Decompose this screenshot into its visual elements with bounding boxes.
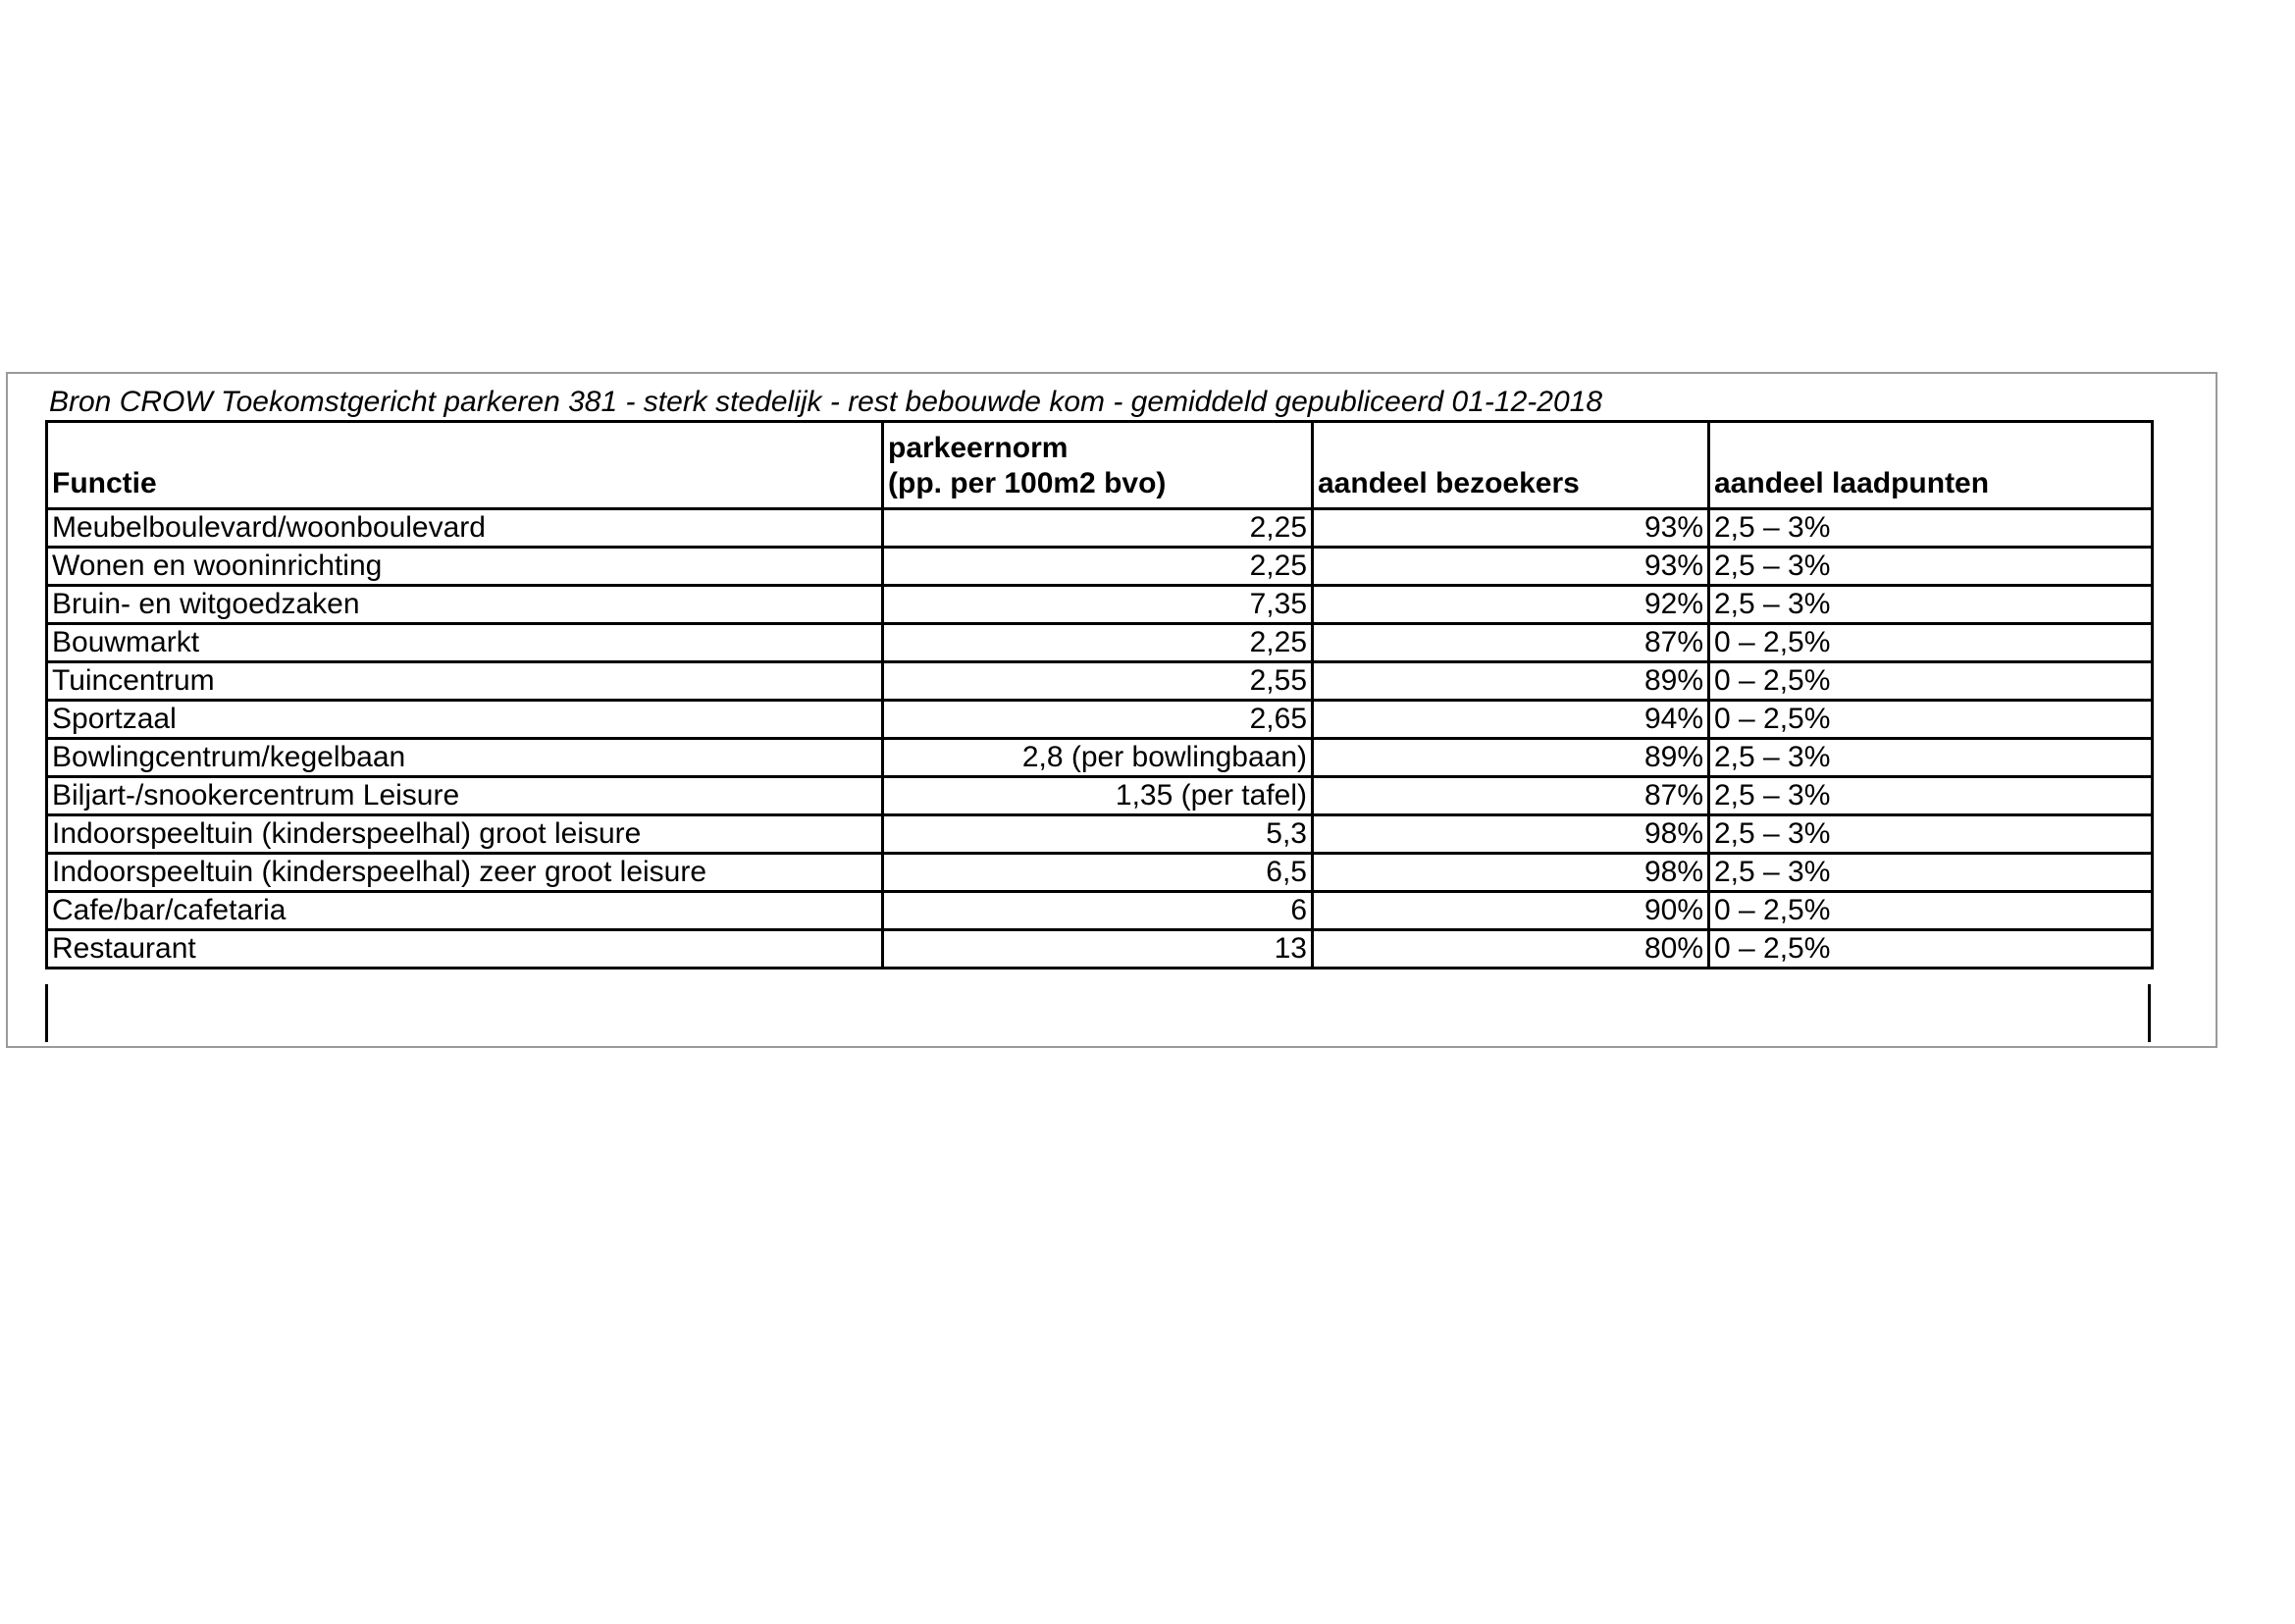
header-parkeernorm-line1: parkeernorm <box>888 432 1069 464</box>
cell-aandeel-laadpunten: 2,5 – 3% <box>1709 815 2153 854</box>
cell-functie: Bowlingcentrum/kegelbaan <box>47 739 883 777</box>
table-row <box>47 777 2153 815</box>
table-row <box>47 548 2153 586</box>
cell-parkeernorm: 13 <box>883 930 1313 969</box>
cell-aandeel-bezoekers: 93% <box>1313 548 1709 586</box>
cell-parkeernorm: 2,25 <box>883 624 1313 662</box>
table-row <box>47 624 2153 662</box>
table-row <box>47 739 2153 777</box>
cell-aandeel-bezoekers: 87% <box>1313 624 1709 662</box>
cell-functie: Biljart-/snookercentrum Leisure <box>47 777 883 815</box>
cell-aandeel-laadpunten: 0 – 2,5% <box>1709 892 2153 930</box>
cell-aandeel-bezoekers: 98% <box>1313 815 1709 854</box>
table-row <box>47 701 2153 739</box>
cell-aandeel-bezoekers: 98% <box>1313 854 1709 892</box>
cell-aandeel-bezoekers: 93% <box>1313 509 1709 548</box>
cell-aandeel-laadpunten: 2,5 – 3% <box>1709 777 2153 815</box>
table-header-row <box>47 422 2153 509</box>
header-aandeel-bezoekers: aandeel bezoekers <box>1313 422 1709 509</box>
cell-parkeernorm: 2,25 <box>883 509 1313 548</box>
cell-aandeel-bezoekers: 90% <box>1313 892 1709 930</box>
header-parkeernorm-line2: (pp. per 100m2 bvo) <box>888 467 1167 499</box>
cell-aandeel-laadpunten: 0 – 2,5% <box>1709 624 2153 662</box>
table-row <box>47 509 2153 548</box>
cell-parkeernorm: 5,3 <box>883 815 1313 854</box>
cell-aandeel-bezoekers: 87% <box>1313 777 1709 815</box>
cell-aandeel-laadpunten: 2,5 – 3% <box>1709 509 2153 548</box>
cell-functie: Cafe/bar/cafetaria <box>47 892 883 930</box>
cell-parkeernorm: 6 <box>883 892 1313 930</box>
cell-functie: Bruin- en witgoedzaken <box>47 586 883 624</box>
source-caption: Bron CROW Toekomstgericht parkeren 381 - sterk stedelijk - rest bebouwde kom - gemiddeld gepubliceerd 01-12-2018 <box>49 386 1603 418</box>
cell-aandeel-laadpunten: 0 – 2,5% <box>1709 662 2153 701</box>
cell-aandeel-laadpunten: 2,5 – 3% <box>1709 586 2153 624</box>
cell-parkeernorm: 1,35 (per tafel) <box>883 777 1313 815</box>
table-row <box>47 892 2153 930</box>
cell-functie: Indoorspeeltuin (kinderspeelhal) groot leisure <box>47 815 883 854</box>
cell-parkeernorm: 6,5 <box>883 854 1313 892</box>
cell-aandeel-laadpunten: 2,5 – 3% <box>1709 854 2153 892</box>
cell-aandeel-bezoekers: 94% <box>1313 701 1709 739</box>
table-row <box>47 586 2153 624</box>
cell-functie: Wonen en wooninrichting <box>47 548 883 586</box>
cell-parkeernorm: 2,8 (per bowlingbaan) <box>883 739 1313 777</box>
cell-functie: Bouwmarkt <box>47 624 883 662</box>
table-row <box>47 815 2153 854</box>
cell-aandeel-laadpunten: 0 – 2,5% <box>1709 701 2153 739</box>
header-parkeernorm <box>883 422 1313 509</box>
cell-aandeel-laadpunten: 0 – 2,5% <box>1709 930 2153 969</box>
header-aandeel-laadpunten: aandeel laadpunten <box>1709 422 2153 509</box>
table-empty-tail <box>45 984 2151 1042</box>
cell-functie: Meubelboulevard/woonboulevard <box>47 509 883 548</box>
parking-norms-table <box>45 420 2154 969</box>
cell-parkeernorm: 2,25 <box>883 548 1313 586</box>
cell-aandeel-bezoekers: 89% <box>1313 739 1709 777</box>
table-row <box>47 662 2153 701</box>
cell-functie: Indoorspeeltuin (kinderspeelhal) zeer groot leisure <box>47 854 883 892</box>
table-row <box>47 854 2153 892</box>
cell-aandeel-laadpunten: 2,5 – 3% <box>1709 739 2153 777</box>
table-row <box>47 930 2153 969</box>
cell-aandeel-bezoekers: 92% <box>1313 586 1709 624</box>
cell-parkeernorm: 2,55 <box>883 662 1313 701</box>
cell-aandeel-bezoekers: 80% <box>1313 930 1709 969</box>
cell-functie: Restaurant <box>47 930 883 969</box>
cell-aandeel-laadpunten: 2,5 – 3% <box>1709 548 2153 586</box>
cell-aandeel-bezoekers: 89% <box>1313 662 1709 701</box>
header-functie: Functie <box>47 422 883 509</box>
cell-parkeernorm: 2,65 <box>883 701 1313 739</box>
cell-functie: Tuincentrum <box>47 662 883 701</box>
cell-functie: Sportzaal <box>47 701 883 739</box>
cell-parkeernorm: 7,35 <box>883 586 1313 624</box>
